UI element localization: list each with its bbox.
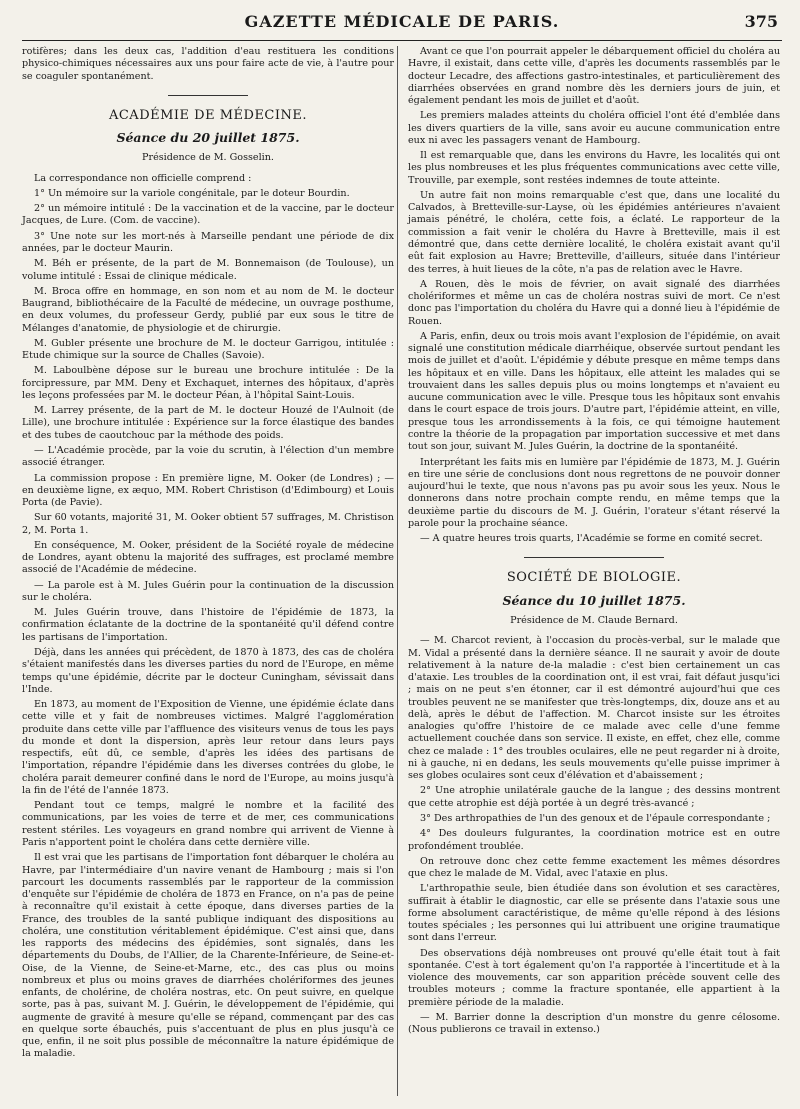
paragraph: M. Jules Guérin trouve, dans l'histoire de l'épidémie de 1873, la confirmation éclatante de la doctrine de la spontanéité qu'il défend contre les partisans de l'importation. [22,607,394,643]
paragraph: Un autre fait non moins remarquable c'est que, dans une localité du Calvados, à Bretteville-sur-Layse, où les épidémies antérieures n'avaient jamais pénétré, le choléra, cette fois, a éclaté. Le rapporteur de la commission a fait venir le choléra du Havre à Bretteville, mais il est démontré que, dans cette dernière localité, le choléra existait avant qu'il eût fait explosion au Havre; Bretteville, d'ailleurs, située dans l'intérieur des terres, à huit lieues de la côte, n'a pas de relation avec le Havre. [408,189,780,275]
paragraph: — M. Barrier donne la description d'un monstre du genre célosome. (Nous publierons ce travail in extenso.) [408,1011,780,1036]
paragraph: 2° un mémoire intitulé : De la vaccination et de la vaccine, par le docteur Jacques, de Lure. (Com. de vaccine). [22,203,394,227]
paragraph: M. Gubler présente une brochure de M. le docteur Garrigou, intitulée : Etude chimique sur la source de Challes (Savoie). [22,337,394,362]
paragraph: Il est vrai que les partisans de l'importation font débarquer le choléra au Havre, par l'intermédiaire d'un navire venant de Hambourg ; mais si l'on parcourt les documents rassemblés par le rapporteur de la commission d'enquête sur l'épidémie de choléra de 1873 en France, on n'a pas de peine à reconnaître qu'il existait à cette époque, dans diverses parties de la France, des troubles de la santé publique indiquant des dispositions au choléra, une constitution véritablement épidémique. C'est ainsi que, dans les rapports des médecins des épidémies, sont signalés, dans les départements du Doubs, de l'Allier, de la Charente-Inférieure, de Seine-et-Oise, de la Vienne, de Seine-et-Marne, etc., des cas plus ou moins nombreux et plus ou moins graves de diarrhées cholériformes des jeunes enfants, de cholérine, de choléra nostras, etc. On peut suivre, en quelque sorte, pas à pas, suivant M. J. Guérin, le développement de l'épidémie, qui augmente de gravité à mesure qu'elle se répand, commençant par des cas en quelque sorte ébauchés, puis s'accentuant de plus en plus jusqu'à ce que, enfin, il ne soit plus possible de méconnaître la nature épidémique de la maladie. [22,852,394,1060]
paragraph: 1° Un mémoire sur la variole congénitale, par le doteur Bourdin. [34,187,350,199]
paragraph: — L'Académie procède, par la voie du scrutin, à l'élection d'un membre associé étranger. [22,445,394,469]
paragraph: Il est remarquable que, dans les environs du Havre, les localités qui ont les plus nombreuses et les plus fréquentes communications avec cette ville, Trouville, par exemple, sont restées indemnes de toute atteinte. [408,150,780,186]
left-column [22,46,394,1064]
paragraph: — A quatre heures trois quarts, l'Académie se forme en comité secret. [420,533,763,545]
paragraph: Avant ce que l'on pourrait appeler le débarquement officiel du choléra au Havre, il existait, dans cette ville, d'après les documents rassemblés par le docteur Lecadre, des affections gastro-intestinales, et particulièrement des diarrhées observées en grand nombre dès les derniers jours de juin, et également pendant les mois de juillet et d'août. [408,46,780,107]
journal-title: GAZETTE MÉDICALE DE PARIS. [244,12,560,31]
paragraph: A Rouen, dès le mois de février, on avait signalé des diarrhées cholériformes et même un cas de choléra nostras suivi de mort. Ce n'est donc pas l'importation du choléra du Havre qui a donné lieu à l'épidémie de Rouen. [408,278,780,327]
paragraph: Sur 60 votants, majorité 31, M. Ooker obtient 57 suffrages, M. Christison 2, M. Porta 1. [22,512,394,536]
paragraph: 2° Une atrophie unilatérale gauche de la langue ; des dessins montrent que cette atrophie est déjà portée à un degré très-avancé ; [408,785,780,809]
paragraph: Des observations déjà nombreuses ont prouvé qu'elle était tout à fait spontanée. C'est à tort également qu'on l'a rapportée à l'incertitude et à la violence des mouvements, car son apparition précède souvent celle des troubles moteurs ; comme la fracture spontanée, elle appartient à la première période de la maladie. [408,947,780,1008]
session-title: Séance du 10 juillet 1875. [502,592,686,608]
paragraph: M. Laboulbène dépose sur le bureau une brochure intitulée : De la forcipressure, par MM. Deny et Exchaquet, internes des hôpitaux, d'après les leçons professées par M. le docteur Péan, à l'hôpital Saint-Louis. [22,365,394,401]
presidency-line: Présidence de M. Claude Bernard. [510,614,678,626]
paragraph: M. Béh er présente, de la part de M. Bonnemaison (de Toulouse), un volume intitulé : Essai de clinique médicale. [22,258,394,282]
section-title: SOCIÉTÉ DE BIOLOGIE. [506,570,682,586]
session-title: Séance du 20 juillet 1875. [116,130,300,146]
paragraph: En 1873, au moment de l'Exposition de Vienne, une épidémie éclate dans cette ville et y fait de nombreuses victimes. Malgré l'agglomération produite dans cette ville par l'affluence des visiteurs venus de tous les pays du monde et dont la dispersion, après leur retour dans leurs pays respectifs, eût dû, ce semble, d'après les idées des partisans de l'importation, répandre l'épidémie dans les diverses contrées du globe, le choléra parait demeurer confiné dans le nord de l'Europe, au moins jusqu'à la fin de l'été de l'année 1873. [22,699,394,796]
paragraph: 3° Une note sur les mort-nés à Marseille pendant une période de dix années, par le docteur Maurin. [22,230,394,255]
paragraph: 4° Des douleurs fulgurantes, la coordination motrice est en outre profondément troublée. [408,828,780,852]
paragraph: A Paris, enfin, deux ou trois mois avant l'explosion de l'épidémie, on avait signalé une constitution médicale diarrhéique, observée surtout pendant les mois de juillet et d'août. L'épidémie y débute presque en même temps dans les hôpitaux et en ville. Dans les hôpitaux, elle atteint les malades qui se trouvaient dans les salles depuis plus ou moins longtemps et n'avaient eu aucune communication avec le ville. Presque tous les hôpitaux sont envahis dans le court espace de trois jours. D'autre part, l'épidémie atteint, en ville, presque tous les arrondissements à la fois, ce qui témoigne hautement contre la théorie de la propagation par importation successive et met dans tout son jour, suivant M. Jules Guérin, la doctrine de la spontanéité. [408,330,780,453]
paragraph: La correspondance non officielle comprend : [34,172,252,184]
paragraph: L'arthropathie seule, bien étudiée dans son évolution et ses caractères, suffirait à établir le diagnostic, car elle se présente dans l'ataxie sous une forme absolument caractéristique, de même qu'elle répond à des lésions toutes spéciales ; les personnes qui lui attribuent une origine traumatique sont dans l'erreur. [408,883,780,944]
section-title: ACADÉMIE DE MÉDECINE. [108,107,308,123]
paragraph: 3° Des arthropathies de l'un des genoux et de l'épaule correspondante ; [420,812,771,824]
paragraph: On retrouve donc chez cette femme exactement les mêmes désordres que chez le malade de M. Vidal, avec l'ataxie en plus. [408,855,780,880]
paragraph: Interprétant les faits mis en lumière par l'épidémie de 1873, M. J. Guérin en tire une série de conclusions dont nous regrettons de ne pouvoir donner aujourd'hui le texte, que nous n'avons pas pu avoir sous les yeux. Nous le donnerons dans notre prochain compte rendu, en même temps que la deuxième partie du discours de M. J. Guérin, l'orateur s'étant réservé la parole pour la prochaine séance. [408,456,780,529]
paragraph: — M. Charcot revient, à l'occasion du procès-verbal, sur le malade que M. Vidal a présenté dans la dernière séance. Il ne saurait y avoir de doute relativement à la nature de-la maladie : c'est bien certainement un cas d'ataxie. Les troubles de la coordination ont, il est vrai, fait défaut jusqu'ici ; mais on ne peut s'en étonner, car il est démontré aujourd'hui que ces troubles peuvent ne se manifester que très-longtemps, dix, douze ans et au delà, après le début de l'affection. M. Charcot insiste sur les étroites analogies qu'offre l'histoire de ce malade avec celle d'une femme actuellement couchée dans son service. Il existe, en effet, chez elle, comme chez ce malade : 1° des troubles oculaires, elle ne peut regarder ni à droite, ni à gauche, ni en dedans, les seuls mouvements qu'elle puisse imprimer à ses globes oculaires sont ceux d'élévation et d'abaissement ; [408,635,780,782]
paragraph: En conséquence, M. Ooker, président de la Société royale de médecine de Londres, ayant obtenu la majorité des suffrages, est proclamé membre associé de l'Académie de médecine. [22,539,394,576]
section-rule [168,95,248,96]
paragraph: La commission propose : En première ligne, M. Ooker (de Londres) ; — en deuxième ligne, ex æquo, MM. Robert Christison (d'Edimbourg) et Louis Porta (de Pavie). [22,472,394,509]
paragraph: — La parole est à M. Jules Guérin pour la continuation de la discussion sur le choléra. [22,579,394,603]
page-header [22,10,782,41]
right-column [408,46,780,1039]
page-number: 375 [744,12,778,31]
paragraph: Déjà, dans les années qui précèdent, de 1870 à 1873, des cas de choléra s'étaient manifestés dans les diverses parties du nord de l'Europe, en même temps qu'une épidémie, décrite par le docteur Cuningham, sévissait dans l'Inde. [22,646,394,695]
paragraph: rotifères; dans les deux cas, l'addition d'eau restituera les conditions physico-chimiques nécessaires aux uns pour faire acte de vie, à l'autre pour se coaguler spontanément. [22,46,394,82]
section-rule [524,557,664,558]
paragraph: M. Broca offre en hommage, en son nom et au nom de M. le docteur Baugrand, bibliothécaire de la Faculté de médecine, un ouvrage posthume, en deux volumes, du professeur Gerdy, publié par eux sous le titre de Mélanges d'anatomie, de physiologie et de chirurgie. [22,285,394,334]
paragraph: Pendant tout ce temps, malgré le nombre et la facilité des communications, par les voies de terre et de mer, ces communications restent stériles. Les voyageurs en grand nombre qui arrivent de Vienne à Paris n'apportent point le choléra dans cette dernière ville. [22,800,394,848]
presidency-line: Présidence de M. Gosselin. [142,152,274,164]
paragraph: M. Larrey présente, de la part de M. le docteur Houzé de l'Aulnoit (de Lille), une brochure intitulée : Expérience sur la force élastique des bandes et des tubes de caoutchouc par la méthode des poids. [22,405,394,441]
paragraph: Les premiers malades atteints du choléra officiel l'ont été d'emblée dans les divers quartiers de la ville, sans avoir eu aucune communication entre eux ni avec les passagers venant de Hambourg. [408,110,780,146]
column-divider [397,46,398,1096]
